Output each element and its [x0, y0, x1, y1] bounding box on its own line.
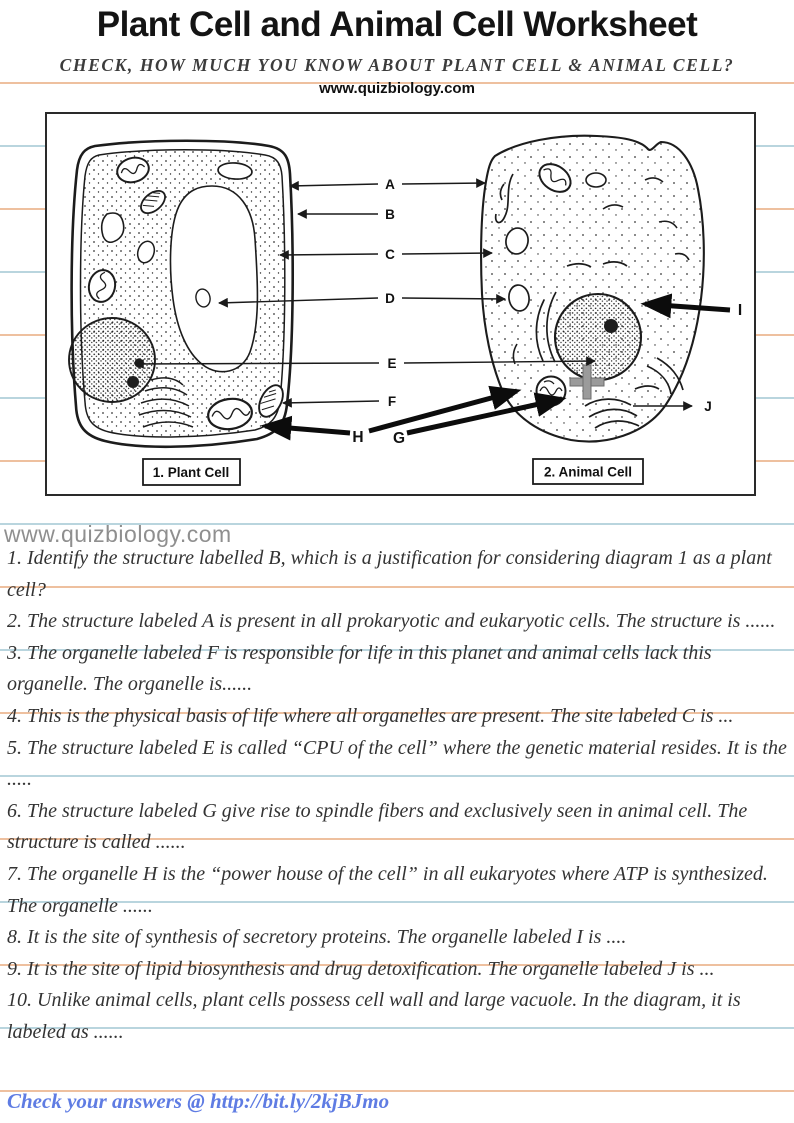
question-1: 1. Identify the structure labelled B, which is a justification for considering diagram 1 as a plant cell?	[7, 547, 772, 601]
watermark-url: www.quizbiology.com	[4, 521, 232, 547]
plant-vesicle-2	[102, 213, 124, 242]
label-f: F	[387, 394, 397, 409]
animal-nucleus	[555, 294, 641, 380]
animal-cell-caption	[533, 459, 643, 484]
question-6: 6. The structure labeled G give rise to spindle fibers and exclusively seen in animal cell. The structure is called ......	[7, 799, 748, 854]
arrow-a-left	[290, 184, 378, 186]
animal-vesicle-1	[586, 173, 606, 187]
question-9: 9. It is the site of lipid biosynthesis and drug detoxification. The organelle labeled J is ...	[7, 957, 715, 980]
label-b: B	[385, 207, 395, 222]
cell-diagram-frame	[45, 112, 756, 496]
arrow-h-to-plant-mitochondrion	[265, 426, 350, 433]
plant-nucleolus-2	[127, 376, 139, 388]
label-a: A	[385, 177, 395, 192]
question-8: 8. It is the site of synthesis of secretory proteins. The organelle labeled I is ....	[7, 926, 627, 949]
cell-diagram	[47, 114, 754, 494]
website-url-top: www.quizbiology.com	[319, 80, 475, 97]
label-j: J	[704, 399, 712, 414]
animal-cell-drawing	[481, 136, 704, 442]
animal-nucleolus	[604, 319, 618, 333]
question-5: 5. The structure labeled E is called “CPU of the cell” where the genetic material resides. It is the .....	[7, 736, 787, 791]
animal-cell-caption-label: 2. Animal Cell	[543, 464, 633, 480]
label-e: E	[387, 356, 397, 371]
question-10: 10. Unlike animal cells, plant cells possess cell wall and large vacuole. In the diagram, it is labeled as ......	[7, 989, 741, 1043]
plant-nucleolus	[134, 358, 143, 367]
arrow-e-left	[135, 363, 379, 364]
question-7: 7. The organelle H is the “power house of the cell” in all eukaryotes where ATP is synthesized. The organelle ......	[7, 862, 768, 917]
label-g: G	[392, 430, 406, 447]
arrow-a-right	[402, 183, 485, 184]
plant-cell-caption-label: 1. Plant Cell	[152, 465, 230, 480]
label-i: I	[737, 302, 743, 319]
arrow-c-left	[280, 254, 378, 255]
label-c: C	[385, 247, 395, 262]
page-title: Plant Cell and Animal Cell Worksheet	[96, 5, 698, 44]
question-3: 3. The organelle labeled F is responsible for life in this planet and animal cells lack this organelle. The organelle is......	[7, 641, 712, 696]
question-list	[7, 543, 788, 1049]
arrow-f-left	[283, 401, 379, 403]
plant-cell-drawing	[69, 141, 293, 447]
question-2: 2. The structure labeled A is present in all prokaryotic and eukaryotic cells. The structure is ......	[7, 610, 776, 633]
question-4: 4. This is the physical basis of life where all organelles are present. The site labeled C is ...	[7, 704, 734, 727]
label-h: H	[352, 429, 364, 446]
answers-link[interactable]: Check your answers @ http://bit.ly/2kjBJmo	[7, 1089, 390, 1113]
worksheet-subtitle: CHECK, HOW MUCH YOU KNOW ABOUT PLANT CELL & ANIMAL CELL?	[59, 55, 735, 75]
plant-cell-caption	[143, 459, 240, 485]
arrow-c-right	[402, 253, 492, 254]
label-d: D	[385, 291, 395, 306]
arrow-d-right	[402, 298, 505, 299]
